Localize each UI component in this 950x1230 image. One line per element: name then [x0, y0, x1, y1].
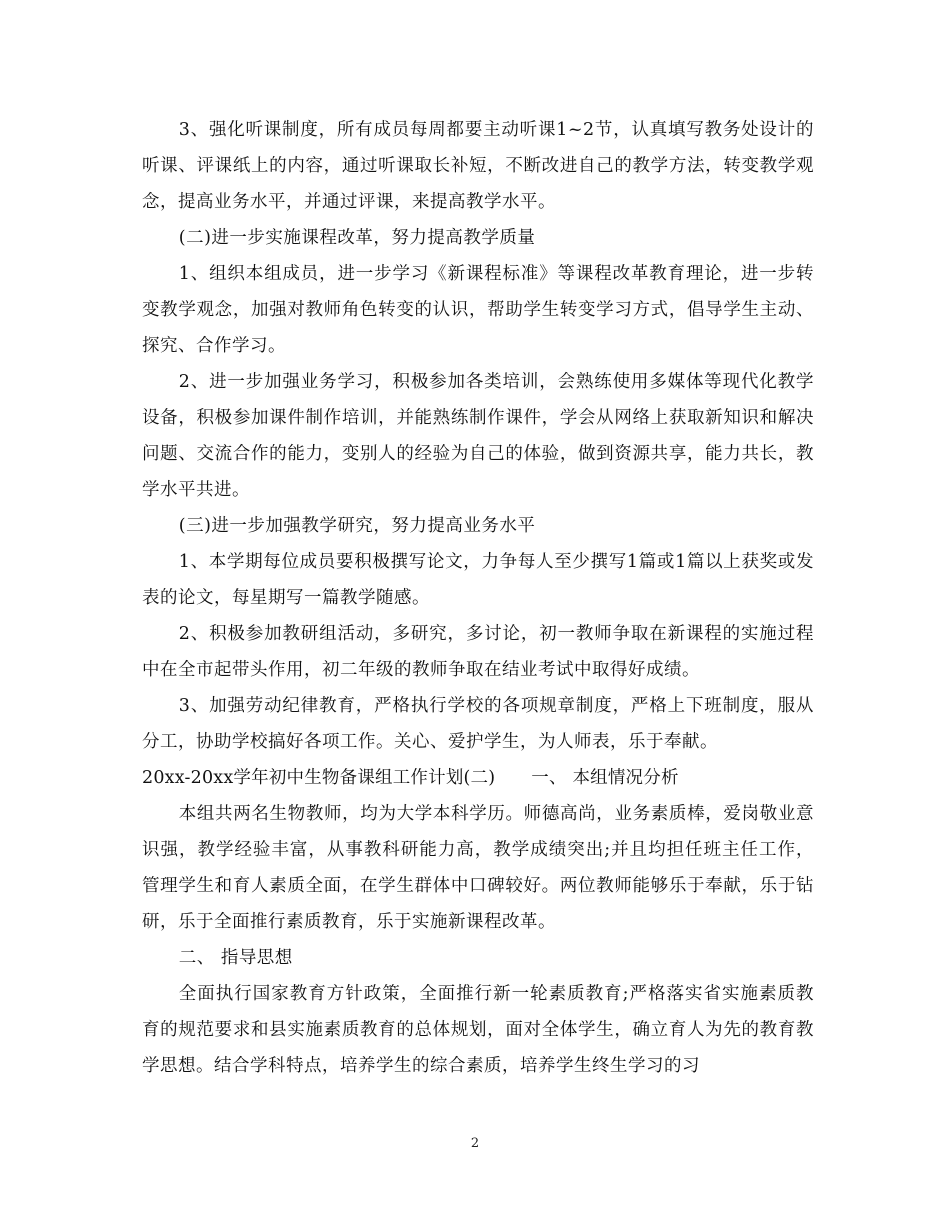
section-heading-group-analysis: 一、 本组情况分析	[531, 768, 679, 788]
section-heading-teaching-research: (三)进一步加强教学研究，努力提高业务水平	[178, 516, 536, 536]
paragraph-group-overview: 本组共两名生物教师，均为大学本科学历。师德高尚，业务素质棒，爱岗敬业意识强，教学经验丰富，从事教科研能力高，教学成绩突出;并且均担任班主任工作，管理学生和育人素质全面，在学生群体中口碑较好。两位教师能够乐于奉献，乐于钻研，乐于全面推行素质教育，乐于实施新课程改革。	[142, 804, 814, 932]
plan-title: 20xx-20xx学年初中生物备课组工作计划(二)	[142, 768, 496, 788]
document-body	[142, 112, 814, 1084]
section-heading-curriculum-reform: (二)进一步实施课程改革，努力提高教学质量	[178, 228, 536, 248]
paragraph-listening-system: 3、强化听课制度，所有成员每周都要主动听课1~2节，认真填写教务处设计的听课、评课纸上的内容，通过听课取长补短，不断改进自己的教学方法，转变教学观念，提高业务水平，并通过评课，来提高教学水平。	[142, 120, 814, 212]
page-number: 2	[470, 1136, 480, 1151]
paragraph-labor-discipline: 3、加强劳动纪律教育，严格执行学校的各项规章制度，严格上下班制度，服从分工，协助学校搞好各项工作。关心、爱护学生，为人师表，乐于奉献。	[142, 696, 814, 752]
paragraph-guiding-thought: 全面执行国家教育方针政策，全面推行新一轮素质教育;严格落实省实施素质教育的规范要求和县实施素质教育的总体规划，面对全体学生，确立育人为先的教育教学思想。结合学科特点，培养学生的综合素质，培养学生终生学习的习	[142, 984, 814, 1076]
plan-title-line	[142, 760, 814, 796]
paragraph-business-study: 2、进一步加强业务学习，积极参加各类培训，会熟练使用多媒体等现代化教学设备，积极参加课件制作培训，并能熟练制作课件，学会从网络上获取新知识和解决问题、交流合作的能力，变别人的经验为自己的体验，做到资源共享，能力共长，教学水平共进。	[142, 372, 814, 500]
paragraph-research-activities: 2、积极参加教研组活动，多研究，多讨论，初一教师争取在新课程的实施过程中在全市起带头作用，初二年级的教师争取在结业考试中取得好成绩。	[142, 624, 814, 680]
section-heading-guiding-thought: 二、 指导思想	[178, 948, 293, 968]
paragraph-study-standards: 1、组织本组成员，进一步学习《新课程标准》等课程改革教育理论，进一步转变教学观念，加强对教师角色转变的认识，帮助学生转变学习方式，倡导学生主动、探究、合作学习。	[142, 264, 814, 356]
paragraph-papers: 1、本学期每位成员要积极撰写论文，力争每人至少撰写1篇或1篇以上获奖或发表的论文，每星期写一篇教学随感。	[142, 552, 814, 608]
